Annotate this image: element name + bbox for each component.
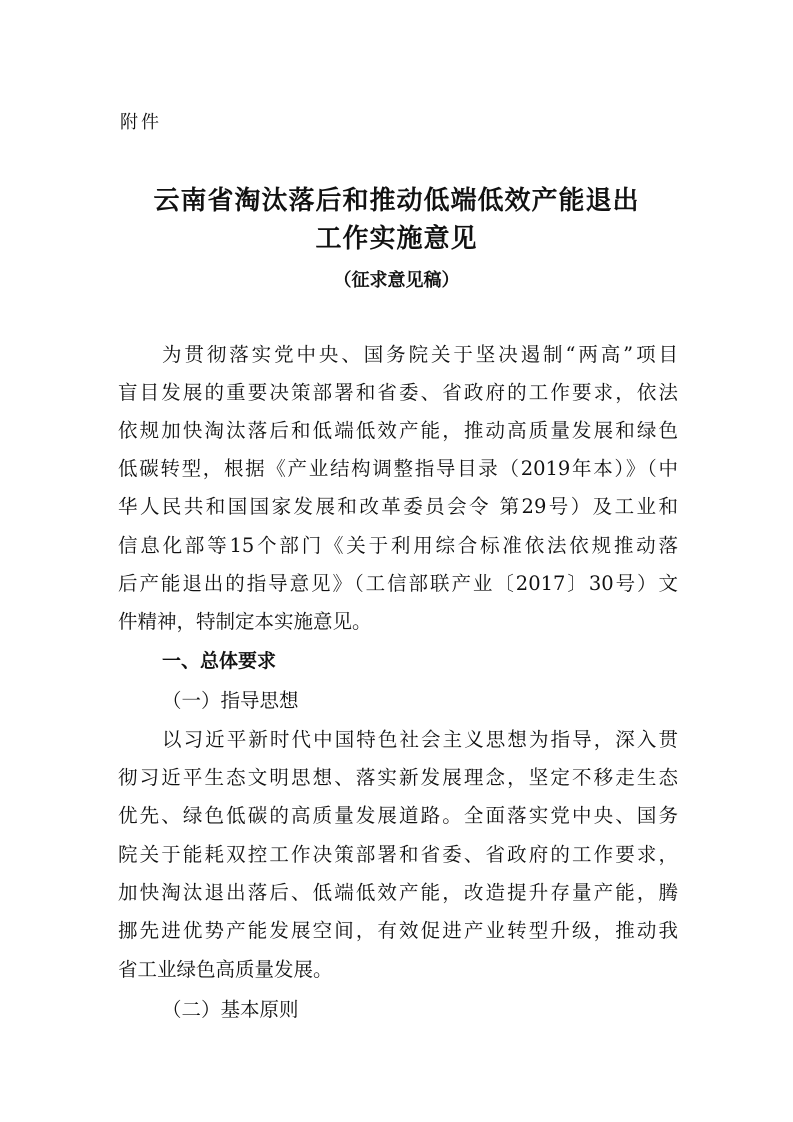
intro-line: 盲目发展的重要决策部署和省委、省政府的工作要求，依法 [118, 381, 678, 404]
intro-line: 低碳转型，根据《产业结构调整指导目录（2019年本）》（中 [118, 457, 678, 480]
document-title-line-1: 云南省淘汰落后和推动低端低效产能退出 [153, 186, 640, 216]
intro-line: 华人民共和国国家发展和改革委员会令 第29号）及工业和 [118, 495, 678, 518]
body-line: 加快淘汰退出落后、低端低效产能，改造提升存量产能，腾 [118, 881, 678, 904]
body-line: 省工业绿色高质量发展。 [118, 958, 333, 981]
subsection-heading: （一）指导思想 [162, 689, 299, 712]
intro-line: 后产能退出的指导意见》（工信部联产业〔2017〕30号）文 [118, 572, 678, 595]
body-line: 挪先进优势产能发展空间，有效促进产业转型升级，推动我 [118, 919, 678, 942]
intro-line: 件精神，特制定本实施意见。 [118, 610, 372, 633]
attachment-label: 附件 [120, 112, 162, 133]
section-heading: 一、总体要求 [162, 650, 277, 672]
intro-line: 为贯彻落实党中央、国务院关于坚决遏制“两高”项目 [162, 343, 678, 366]
body-line: 以习近平新时代中国特色社会主义思想为指导，深入贯 [162, 728, 678, 751]
intro-line: 依规加快淘汰落后和低端低效产能，推动高质量发展和绿色 [118, 419, 678, 442]
body-line: 彻习近平生态文明思想、落实新发展理念，坚定不移走生态 [118, 766, 678, 789]
body-line: 院关于能耗双控工作决策部署和省委、省政府的工作要求， [118, 843, 678, 866]
document-subtitle: （征求意见稿） [333, 270, 460, 291]
document-title-line-2: 工作实施意见 [315, 224, 478, 254]
intro-line: 信息化部等15个部门《关于利用综合标准依法依规推动落 [118, 534, 678, 557]
subsection-heading: （二）基本原则 [162, 998, 299, 1021]
body-line: 优先、绿色低碳的高质量发展道路。全面落实党中央、国务 [118, 804, 678, 827]
